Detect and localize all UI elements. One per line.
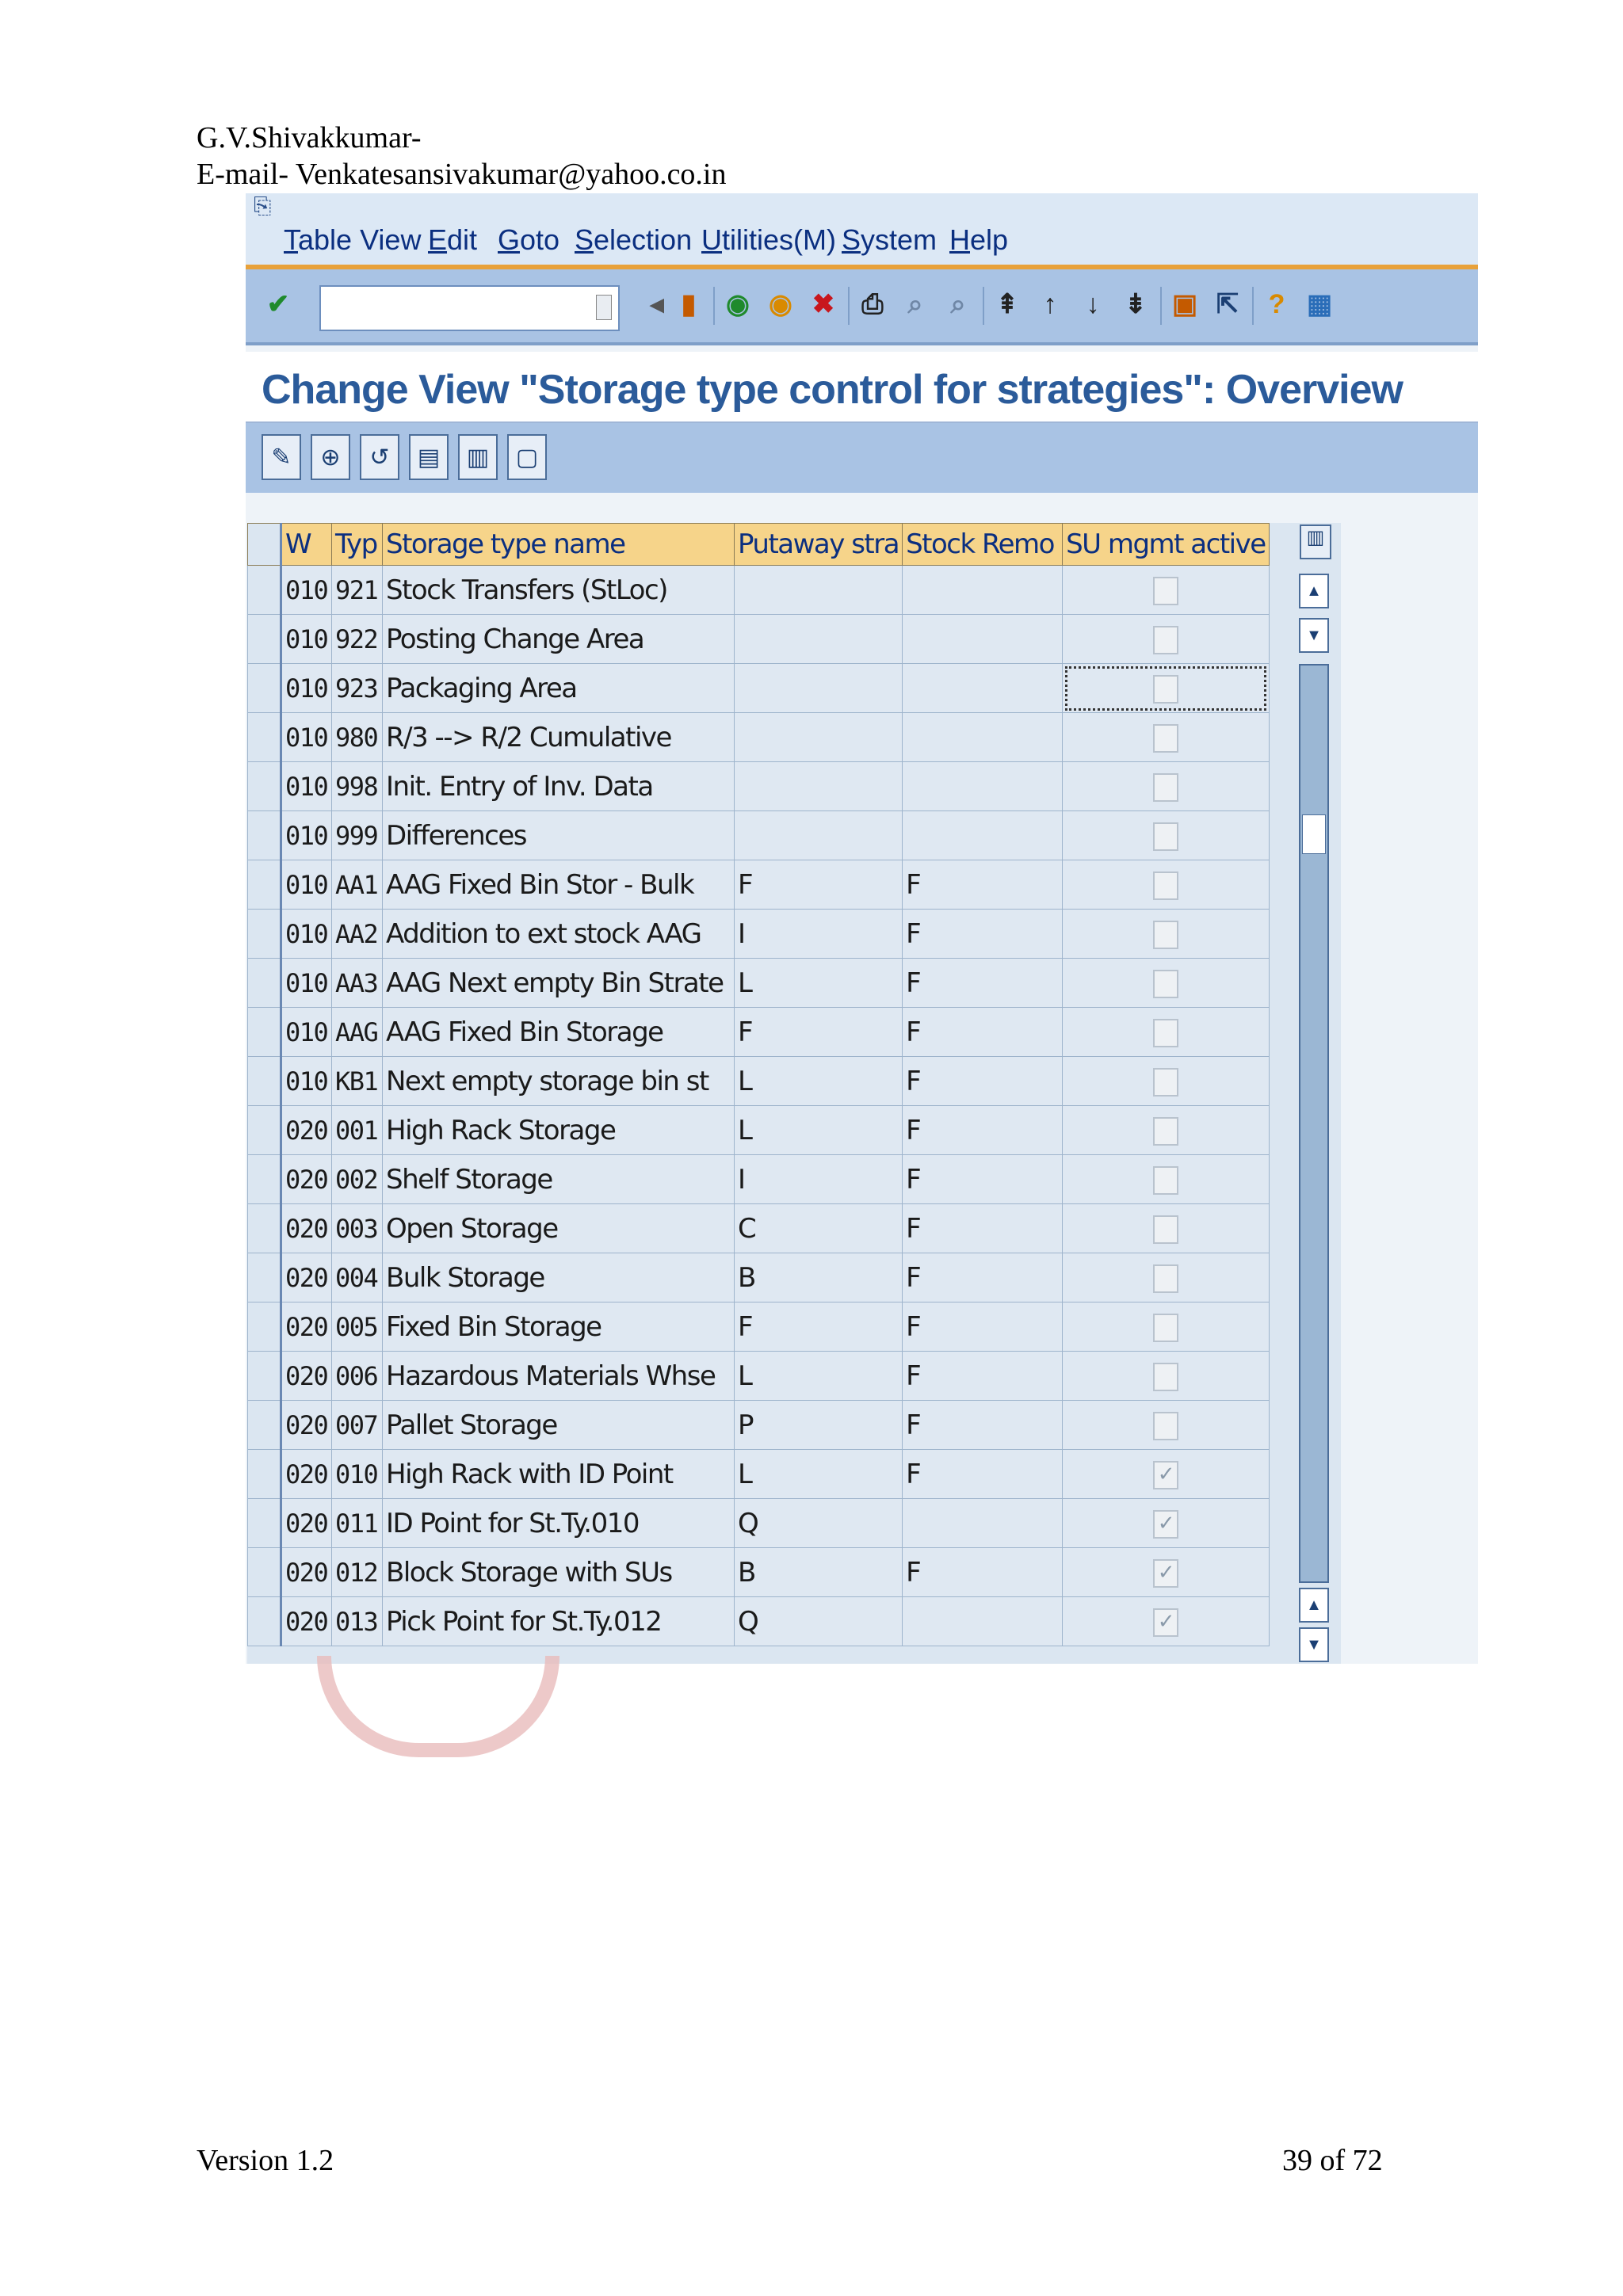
cell-storage-type[interactable]: 006 bbox=[332, 1352, 383, 1401]
cell-putaway-strategy[interactable]: B bbox=[735, 1548, 903, 1597]
su-mgmt-checkbox[interactable] bbox=[1153, 1068, 1178, 1097]
cell-storage-type[interactable]: 921 bbox=[332, 566, 383, 615]
cell-putaway-strategy[interactable]: P bbox=[735, 1401, 903, 1450]
cell-storage-type[interactable]: 007 bbox=[332, 1401, 383, 1450]
su-mgmt-checkbox[interactable] bbox=[1153, 970, 1178, 998]
page-title: Change View "Storage type control for strategies": Overview bbox=[262, 367, 1403, 413]
row-selector[interactable] bbox=[248, 860, 281, 910]
display-change-icon[interactable]: ✎ bbox=[262, 434, 301, 480]
cell-warehouse[interactable]: 010 bbox=[281, 566, 332, 615]
table-row[interactable] bbox=[248, 959, 1270, 1008]
cell-storage-type-name[interactable]: AAG Next empty Bin Strate bbox=[383, 959, 735, 1008]
vertical-scrollbar[interactable] bbox=[1299, 574, 1329, 1664]
cell-warehouse[interactable]: 010 bbox=[281, 860, 332, 910]
cell-warehouse[interactable]: 010 bbox=[281, 1008, 332, 1057]
save-icon[interactable]: ▮ bbox=[681, 289, 697, 319]
page-number: 39 of 72 bbox=[1282, 2144, 1383, 2177]
row-selector[interactable] bbox=[248, 762, 281, 811]
page-up-icon[interactable]: ▲ bbox=[1299, 1588, 1329, 1623]
deselect-all-icon[interactable]: ▢ bbox=[507, 434, 547, 480]
back-icon[interactable]: ◉ bbox=[726, 289, 750, 319]
cell-storage-type[interactable]: AA3 bbox=[332, 959, 383, 1008]
su-mgmt-checkbox[interactable] bbox=[1153, 871, 1178, 900]
row-selector[interactable] bbox=[248, 910, 281, 959]
row-selector[interactable] bbox=[248, 713, 281, 762]
cell-storage-type[interactable]: 012 bbox=[332, 1548, 383, 1597]
menu-goto[interactable]: Goto bbox=[498, 223, 560, 256]
cell-stock-removal-strategy[interactable]: F bbox=[903, 1057, 1063, 1106]
cell-storage-type[interactable]: 010 bbox=[332, 1450, 383, 1499]
title-bar bbox=[246, 352, 1478, 424]
storage-type-table bbox=[247, 523, 1270, 1646]
cell-stock-removal-strategy[interactable] bbox=[903, 1597, 1063, 1646]
command-field[interactable] bbox=[319, 285, 620, 331]
cell-storage-type-name[interactable]: Shelf Storage bbox=[383, 1155, 735, 1204]
table-row[interactable] bbox=[248, 1352, 1270, 1401]
cell-stock-removal-strategy[interactable] bbox=[903, 811, 1063, 860]
su-mgmt-checkbox[interactable] bbox=[1153, 1019, 1178, 1047]
cell-storage-type-name[interactable]: Hazardous Materials Whse bbox=[383, 1352, 735, 1401]
last-page-icon[interactable]: ⇟ bbox=[1124, 289, 1148, 319]
select-all-rows-button[interactable] bbox=[248, 524, 281, 566]
cell-storage-type-name[interactable]: Next empty storage bin st bbox=[383, 1057, 735, 1106]
undo-change-icon[interactable]: ↺ bbox=[360, 434, 399, 480]
cell-stock-removal-strategy[interactable]: F bbox=[903, 1155, 1063, 1204]
cell-storage-type-name[interactable]: Posting Change Area bbox=[383, 615, 735, 664]
cell-su-mgmt-active bbox=[1063, 811, 1270, 860]
table-header-row bbox=[248, 524, 1270, 566]
su-mgmt-checkbox[interactable] bbox=[1153, 822, 1178, 851]
standard-toolbar bbox=[246, 269, 1478, 345]
print-icon[interactable]: ⎙ bbox=[861, 288, 884, 319]
table-row[interactable] bbox=[248, 1401, 1270, 1450]
su-mgmt-checkbox[interactable]: ✓ bbox=[1153, 1510, 1178, 1539]
row-selector[interactable] bbox=[248, 615, 281, 664]
cell-storage-type[interactable]: 999 bbox=[332, 811, 383, 860]
cell-su-mgmt-active bbox=[1063, 1548, 1270, 1597]
select-all-icon[interactable]: ▤ bbox=[409, 434, 449, 480]
su-mgmt-checkbox[interactable] bbox=[1153, 724, 1178, 753]
cell-putaway-strategy[interactable]: L bbox=[735, 1106, 903, 1155]
watermark-logo bbox=[317, 1656, 559, 1757]
cell-storage-type-name[interactable]: R/3 --> R/2 Cumulative bbox=[383, 713, 735, 762]
column-header-warehouse[interactable]: W bbox=[281, 524, 332, 566]
cell-stock-removal-strategy[interactable] bbox=[903, 1499, 1063, 1548]
author-name: G.V.Shivakkumar- bbox=[197, 121, 422, 154]
row-selector[interactable] bbox=[248, 664, 281, 713]
cell-stock-removal-strategy[interactable]: F bbox=[903, 860, 1063, 910]
cell-stock-removal-strategy[interactable] bbox=[903, 713, 1063, 762]
system-menu-icon[interactable]: ⎘ bbox=[254, 193, 272, 218]
cell-su-mgmt-active bbox=[1063, 1106, 1270, 1155]
scroll-thumb[interactable] bbox=[1302, 814, 1326, 854]
menu-help[interactable]: Help bbox=[949, 223, 1009, 256]
cell-storage-type-name[interactable]: Pallet Storage bbox=[383, 1401, 735, 1450]
next-page-icon[interactable]: ↓ bbox=[1086, 288, 1100, 319]
row-selector[interactable] bbox=[248, 1155, 281, 1204]
cell-putaway-strategy[interactable] bbox=[735, 762, 903, 811]
cell-su-mgmt-active bbox=[1063, 566, 1270, 615]
su-mgmt-checkbox[interactable] bbox=[1153, 1215, 1178, 1244]
cell-stock-removal-strategy[interactable]: F bbox=[903, 1401, 1063, 1450]
scroll-up-icon[interactable]: ▲ bbox=[1299, 574, 1329, 608]
cell-su-mgmt-active bbox=[1063, 1499, 1270, 1548]
cell-warehouse[interactable]: 020 bbox=[281, 1401, 332, 1450]
cell-warehouse[interactable]: 020 bbox=[281, 1106, 332, 1155]
cell-su-mgmt-active bbox=[1063, 1204, 1270, 1253]
table-row[interactable] bbox=[248, 1253, 1270, 1302]
cell-warehouse[interactable]: 010 bbox=[281, 910, 332, 959]
cell-putaway-strategy[interactable] bbox=[735, 713, 903, 762]
row-selector[interactable] bbox=[248, 1302, 281, 1352]
column-header-name[interactable]: Storage type name bbox=[383, 524, 735, 566]
cell-putaway-strategy[interactable]: I bbox=[735, 910, 903, 959]
row-selector[interactable] bbox=[248, 1548, 281, 1597]
cell-warehouse[interactable]: 010 bbox=[281, 811, 332, 860]
cell-putaway-strategy[interactable]: F bbox=[735, 1008, 903, 1057]
cell-su-mgmt-active bbox=[1063, 1253, 1270, 1302]
find-icon[interactable]: ⌕ bbox=[907, 288, 923, 319]
cell-su-mgmt-active bbox=[1063, 1302, 1270, 1352]
cell-storage-type-name[interactable]: AAG Fixed Bin Stor - Bulk bbox=[383, 860, 735, 910]
cell-su-mgmt-active bbox=[1063, 1597, 1270, 1646]
menu-bar bbox=[246, 193, 1478, 269]
cell-putaway-strategy[interactable] bbox=[735, 664, 903, 713]
cell-su-mgmt-active bbox=[1063, 959, 1270, 1008]
row-selector[interactable] bbox=[248, 1106, 281, 1155]
cell-storage-type[interactable]: AA1 bbox=[332, 860, 383, 910]
cell-storage-type-name[interactable]: High Rack Storage bbox=[383, 1106, 735, 1155]
cell-storage-type[interactable]: 013 bbox=[332, 1597, 383, 1646]
su-mgmt-checkbox[interactable] bbox=[1153, 1363, 1178, 1391]
column-header-su-mgmt[interactable]: SU mgmt active bbox=[1063, 524, 1270, 566]
cell-stock-removal-strategy[interactable] bbox=[903, 566, 1063, 615]
cell-warehouse[interactable]: 010 bbox=[281, 713, 332, 762]
cell-stock-removal-strategy[interactable]: F bbox=[903, 1204, 1063, 1253]
cell-warehouse[interactable]: 020 bbox=[281, 1253, 332, 1302]
cell-storage-type[interactable]: 005 bbox=[332, 1302, 383, 1352]
table-row[interactable] bbox=[248, 713, 1270, 762]
cell-putaway-strategy[interactable] bbox=[735, 811, 903, 860]
menu-selection[interactable]: Selection bbox=[575, 223, 693, 256]
cell-storage-type-name[interactable]: Open Storage bbox=[383, 1204, 735, 1253]
row-selector[interactable] bbox=[248, 1499, 281, 1548]
row-selector[interactable] bbox=[248, 1450, 281, 1499]
table-row[interactable] bbox=[248, 615, 1270, 664]
cell-storage-type[interactable]: 004 bbox=[332, 1253, 383, 1302]
help-icon[interactable]: ? bbox=[1268, 288, 1285, 319]
cell-su-mgmt-active bbox=[1063, 910, 1270, 959]
cell-su-mgmt-active bbox=[1063, 762, 1270, 811]
layout-menu-icon[interactable]: ▦ bbox=[1306, 289, 1333, 319]
cell-warehouse[interactable]: 020 bbox=[281, 1204, 332, 1253]
row-selector[interactable] bbox=[248, 1008, 281, 1057]
cell-warehouse[interactable]: 020 bbox=[281, 1499, 332, 1548]
cell-putaway-strategy[interactable]: F bbox=[735, 1302, 903, 1352]
menu-system[interactable]: System bbox=[842, 223, 938, 256]
table-row[interactable] bbox=[248, 1597, 1270, 1646]
menu-utilities[interactable]: Utilities(M) bbox=[701, 223, 836, 256]
cell-su-mgmt-active bbox=[1063, 1008, 1270, 1057]
su-mgmt-checkbox[interactable] bbox=[1153, 626, 1178, 654]
table-row[interactable] bbox=[248, 811, 1270, 860]
table-row[interactable] bbox=[248, 1057, 1270, 1106]
scroll-down-icon[interactable]: ▼ bbox=[1299, 618, 1329, 653]
cell-warehouse[interactable]: 020 bbox=[281, 1352, 332, 1401]
cell-storage-type-name[interactable]: ID Point for St.Ty.010 bbox=[383, 1499, 735, 1548]
table-row[interactable] bbox=[248, 1155, 1270, 1204]
cell-storage-type[interactable]: 003 bbox=[332, 1204, 383, 1253]
author-email: E-mail- Venkatesansivakumar@yahoo.co.in bbox=[197, 158, 727, 191]
row-selector[interactable] bbox=[248, 1352, 281, 1401]
cell-storage-type[interactable]: 001 bbox=[332, 1106, 383, 1155]
su-mgmt-checkbox[interactable]: ✓ bbox=[1153, 1559, 1178, 1588]
exit-icon[interactable]: ◉ bbox=[769, 289, 792, 319]
cell-stock-removal-strategy[interactable]: F bbox=[903, 910, 1063, 959]
menu-edit[interactable]: Edit bbox=[428, 223, 478, 256]
cell-storage-type-name[interactable]: Block Storage with SUs bbox=[383, 1548, 735, 1597]
table-row[interactable] bbox=[248, 1548, 1270, 1597]
row-selector[interactable] bbox=[248, 566, 281, 615]
table-row[interactable] bbox=[248, 1204, 1270, 1253]
table-control bbox=[247, 523, 1341, 1664]
menu-table-view[interactable]: Table View bbox=[284, 223, 422, 256]
details-icon[interactable]: ⊕ bbox=[311, 434, 350, 480]
cell-warehouse[interactable]: 010 bbox=[281, 762, 332, 811]
su-mgmt-checkbox[interactable] bbox=[1153, 1264, 1178, 1293]
table-row[interactable] bbox=[248, 860, 1270, 910]
cell-stock-removal-strategy[interactable]: F bbox=[903, 1253, 1063, 1302]
cell-stock-removal-strategy[interactable]: F bbox=[903, 1450, 1063, 1499]
row-selector[interactable] bbox=[248, 811, 281, 860]
table-settings-icon[interactable]: ▥ bbox=[1300, 524, 1331, 559]
cell-su-mgmt-active bbox=[1063, 615, 1270, 664]
cell-putaway-strategy[interactable] bbox=[735, 615, 903, 664]
cell-putaway-strategy[interactable]: L bbox=[735, 1352, 903, 1401]
first-page-icon[interactable]: ⇞ bbox=[995, 289, 1019, 319]
sap-window bbox=[246, 193, 1478, 1664]
cancel-icon[interactable]: ✖ bbox=[812, 289, 835, 319]
su-mgmt-checkbox[interactable] bbox=[1153, 1412, 1178, 1440]
cell-storage-type-name[interactable]: AAG Fixed Bin Storage bbox=[383, 1008, 735, 1057]
su-mgmt-checkbox[interactable] bbox=[1153, 675, 1178, 704]
cell-storage-type[interactable]: 923 bbox=[332, 664, 383, 713]
cell-su-mgmt-active bbox=[1063, 1352, 1270, 1401]
cell-storage-type[interactable]: 922 bbox=[332, 615, 383, 664]
cell-putaway-strategy[interactable]: L bbox=[735, 1450, 903, 1499]
table-row[interactable] bbox=[248, 566, 1270, 615]
page-down-icon[interactable]: ▼ bbox=[1299, 1627, 1329, 1662]
cell-putaway-strategy[interactable]: I bbox=[735, 1155, 903, 1204]
cell-storage-type-name[interactable]: Stock Transfers (StLoc) bbox=[383, 566, 735, 615]
column-header-stock-removal[interactable]: Stock Remo bbox=[903, 524, 1063, 566]
cell-storage-type-name[interactable]: Bulk Storage bbox=[383, 1253, 735, 1302]
table-row[interactable] bbox=[248, 1106, 1270, 1155]
cell-warehouse[interactable]: 010 bbox=[281, 959, 332, 1008]
shortcut-icon[interactable]: ⇱ bbox=[1216, 289, 1239, 319]
table-row[interactable] bbox=[248, 1499, 1270, 1548]
cell-storage-type-name[interactable]: Init. Entry of Inv. Data bbox=[383, 762, 735, 811]
row-selector[interactable] bbox=[248, 1204, 281, 1253]
cell-su-mgmt-active bbox=[1063, 1450, 1270, 1499]
cell-storage-type[interactable]: 002 bbox=[332, 1155, 383, 1204]
cell-storage-type-name[interactable]: Addition to ext stock AAG bbox=[383, 910, 735, 959]
cell-storage-type-name[interactable]: Fixed Bin Storage bbox=[383, 1302, 735, 1352]
document-version: Version 1.2 bbox=[197, 2144, 334, 2177]
su-mgmt-checkbox[interactable] bbox=[1153, 577, 1178, 605]
cell-warehouse[interactable]: 010 bbox=[281, 615, 332, 664]
cell-storage-type[interactable]: KB1 bbox=[332, 1057, 383, 1106]
su-mgmt-checkbox[interactable] bbox=[1153, 1314, 1178, 1342]
table-row[interactable] bbox=[248, 910, 1270, 959]
cell-stock-removal-strategy[interactable] bbox=[903, 615, 1063, 664]
cell-su-mgmt-active bbox=[1063, 1401, 1270, 1450]
cell-warehouse[interactable]: 010 bbox=[281, 1057, 332, 1106]
su-mgmt-checkbox[interactable] bbox=[1153, 1166, 1178, 1195]
cell-storage-type[interactable]: AAG bbox=[332, 1008, 383, 1057]
cell-stock-removal-strategy[interactable]: F bbox=[903, 1106, 1063, 1155]
cell-storage-type[interactable]: 011 bbox=[332, 1499, 383, 1548]
su-mgmt-checkbox[interactable] bbox=[1153, 921, 1178, 949]
cell-warehouse[interactable]: 020 bbox=[281, 1548, 332, 1597]
cell-su-mgmt-active bbox=[1063, 860, 1270, 910]
table-row[interactable] bbox=[248, 1302, 1270, 1352]
cell-su-mgmt-active bbox=[1063, 713, 1270, 762]
cell-stock-removal-strategy[interactable]: F bbox=[903, 1302, 1063, 1352]
su-mgmt-checkbox[interactable] bbox=[1153, 1117, 1178, 1146]
cell-storage-type-name[interactable]: Packaging Area bbox=[383, 664, 735, 713]
cell-stock-removal-strategy[interactable]: F bbox=[903, 1352, 1063, 1401]
cell-warehouse[interactable]: 020 bbox=[281, 1302, 332, 1352]
cell-putaway-strategy[interactable]: Q bbox=[735, 1499, 903, 1548]
row-selector[interactable] bbox=[248, 1401, 281, 1450]
row-selector[interactable] bbox=[248, 1597, 281, 1646]
cell-warehouse[interactable]: 020 bbox=[281, 1155, 332, 1204]
new-session-icon[interactable]: ▣ bbox=[1171, 289, 1198, 319]
cell-su-mgmt-active bbox=[1063, 1155, 1270, 1204]
cell-stock-removal-strategy[interactable]: F bbox=[903, 1548, 1063, 1597]
previous-page-icon[interactable]: ↑ bbox=[1043, 288, 1057, 319]
select-block-icon[interactable]: ▥ bbox=[458, 434, 498, 480]
cell-storage-type[interactable]: AA2 bbox=[332, 910, 383, 959]
row-selector[interactable] bbox=[248, 959, 281, 1008]
table-row[interactable] bbox=[248, 1450, 1270, 1499]
scroll-track[interactable] bbox=[1299, 664, 1329, 1583]
table-row[interactable] bbox=[248, 762, 1270, 811]
column-header-putaway[interactable]: Putaway stra bbox=[735, 524, 903, 566]
cell-su-mgmt-active bbox=[1063, 1057, 1270, 1106]
table-row[interactable] bbox=[248, 1008, 1270, 1057]
su-mgmt-checkbox[interactable] bbox=[1153, 773, 1178, 802]
find-next-icon[interactable]: ⌕ bbox=[950, 288, 966, 319]
cell-putaway-strategy[interactable] bbox=[735, 566, 903, 615]
cell-stock-removal-strategy[interactable] bbox=[903, 762, 1063, 811]
cell-putaway-strategy[interactable]: C bbox=[735, 1204, 903, 1253]
cell-warehouse[interactable]: 020 bbox=[281, 1450, 332, 1499]
cell-stock-removal-strategy[interactable]: F bbox=[903, 1008, 1063, 1057]
table-row[interactable] bbox=[248, 664, 1270, 713]
cell-putaway-strategy[interactable]: L bbox=[735, 1057, 903, 1106]
cell-storage-type-name[interactable]: Pick Point for St.Ty.012 bbox=[383, 1597, 735, 1646]
cell-stock-removal-strategy[interactable]: F bbox=[903, 959, 1063, 1008]
cell-putaway-strategy[interactable]: B bbox=[735, 1253, 903, 1302]
su-mgmt-checkbox[interactable]: ✓ bbox=[1153, 1608, 1178, 1637]
row-selector[interactable] bbox=[248, 1057, 281, 1106]
back-arrow-icon[interactable]: ◂ bbox=[650, 289, 664, 319]
enter-icon[interactable]: ✔ bbox=[266, 289, 290, 319]
cell-warehouse[interactable]: 020 bbox=[281, 1597, 332, 1646]
cell-su-mgmt-active bbox=[1063, 664, 1270, 713]
cell-warehouse[interactable]: 010 bbox=[281, 664, 332, 713]
cell-putaway-strategy[interactable]: L bbox=[735, 959, 903, 1008]
cell-storage-type[interactable]: 998 bbox=[332, 762, 383, 811]
row-selector[interactable] bbox=[248, 1253, 281, 1302]
su-mgmt-checkbox[interactable]: ✓ bbox=[1153, 1461, 1178, 1489]
column-header-type[interactable]: Typ bbox=[332, 524, 383, 566]
cell-putaway-strategy[interactable]: Q bbox=[735, 1597, 903, 1646]
cell-stock-removal-strategy[interactable] bbox=[903, 664, 1063, 713]
cell-storage-type[interactable]: 980 bbox=[332, 713, 383, 762]
cell-storage-type-name[interactable]: High Rack with ID Point bbox=[383, 1450, 735, 1499]
command-history-button[interactable] bbox=[596, 295, 612, 320]
cell-putaway-strategy[interactable]: F bbox=[735, 860, 903, 910]
application-toolbar bbox=[246, 423, 1478, 493]
cell-storage-type-name[interactable]: Differences bbox=[383, 811, 735, 860]
